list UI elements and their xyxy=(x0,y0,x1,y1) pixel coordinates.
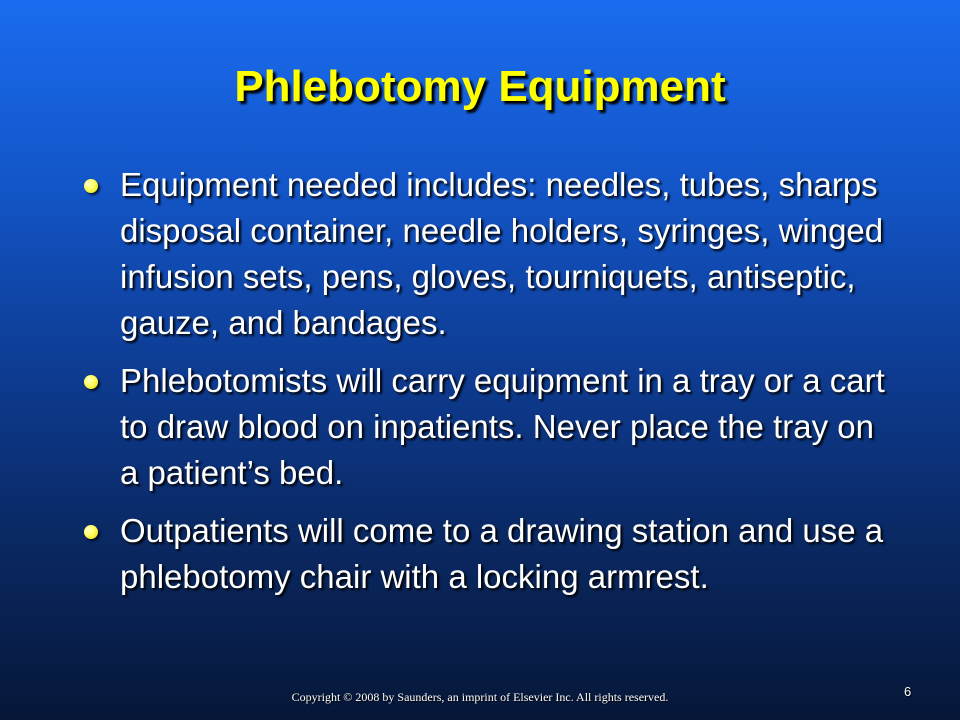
bullet-dot-icon xyxy=(84,525,98,539)
bullet-text: Outpatients will come to a drawing station and use a phlebotomy chair with a locking armrest. xyxy=(120,512,884,595)
bullet-item xyxy=(84,358,894,496)
bullet-text: Equipment needed includes: needles, tubes, sharps disposal container, needle holders, syringes, winged infusion sets, pens, gloves, tourniquets, antiseptic, gauze, and bandages. xyxy=(120,166,884,341)
page-number: 6 xyxy=(904,684,912,699)
bullet-text: Phlebotomists will carry equipment in a tray or a cart to draw blood on inpatients. Never place the tray on a patient’s bed. xyxy=(120,362,885,491)
bullet-dot-icon xyxy=(84,375,98,389)
bullet-item xyxy=(84,508,894,600)
bullet-item xyxy=(84,162,894,346)
bullet-dot-icon xyxy=(84,179,98,193)
bullet-list xyxy=(84,162,894,612)
slide-title: Phlebotomy Equipment xyxy=(234,62,726,111)
copyright-footer: Copyright © 2008 by Saunders, an imprint of Elsevier Inc. All rights reserved. xyxy=(291,690,669,704)
